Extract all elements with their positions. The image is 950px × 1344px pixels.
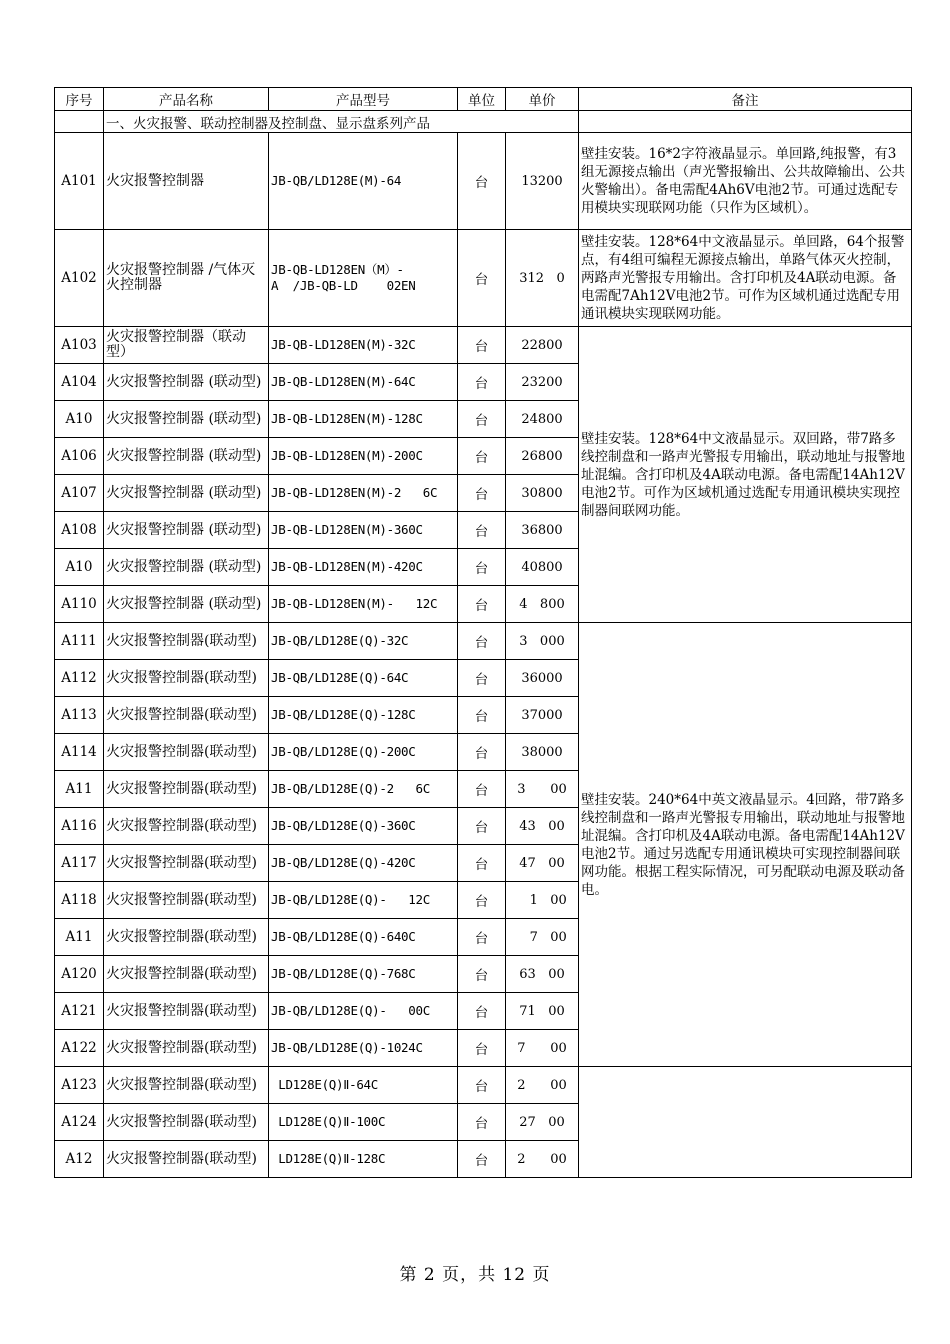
unit-cell: 台 <box>458 808 506 845</box>
unit-cell: 台 <box>458 133 506 230</box>
unit-cell: 台 <box>458 660 506 697</box>
row-no-cell: A114 <box>55 734 104 771</box>
product-name-cell: 火灾报警控制器(联动型) <box>104 660 269 697</box>
unit-cell: 台 <box>458 845 506 882</box>
unit-cell: 台 <box>458 401 506 438</box>
product-model-cell: JB-QB-LD128EN(M)-2 6C <box>269 475 458 512</box>
row-no-cell: A122 <box>55 1030 104 1067</box>
row-no-cell: A108 <box>55 512 104 549</box>
section-blank-cell <box>55 111 104 133</box>
remark-cell <box>579 133 912 230</box>
product-model-cell: JB-QB/LD128E(Q)-200C <box>269 734 458 771</box>
price-cell: 4 800 <box>506 586 579 623</box>
unit-cell: 台 <box>458 512 506 549</box>
price-cell: 312 0 <box>506 230 579 327</box>
price-cell: 3 00 <box>506 771 579 808</box>
product-name-cell: 火灾报警控制器 (联动型) <box>104 586 269 623</box>
price-list-table <box>54 87 912 1178</box>
product-model-cell: JB-QB/LD128E(Q)-2 6C <box>269 771 458 808</box>
product-model-cell: JB-QB-LD128EN(M)-360C <box>269 512 458 549</box>
product-model-cell: LD128E(Q)Ⅱ-100C <box>269 1104 458 1141</box>
price-cell: 23200 <box>506 364 579 401</box>
product-name-cell: 火灾报警控制器(联动型) <box>104 1030 269 1067</box>
product-model-cell: JB-QB-LD128EN(M)-200C <box>269 438 458 475</box>
unit-cell: 台 <box>458 993 506 1030</box>
row-no-cell: A111 <box>55 623 104 660</box>
remark-cell <box>579 1067 912 1178</box>
row-no-cell: A116 <box>55 808 104 845</box>
price-cell: 7 00 <box>506 1030 579 1067</box>
table-row <box>55 1067 912 1104</box>
product-model-cell: JB-QB-LD128EN(M)-128C <box>269 401 458 438</box>
remark-text: 壁挂安装。128*64中文液晶显示。单回路，64个报警点，有4组可编程无源接点输出，单路气体灭火控制，两路声光警报专用输出。含打印机及4A联动电源。备电需配7Ah12V电池2节。可作为区域机通过选配专用通讯模块实现联网功能。 <box>581 234 905 322</box>
product-name-cell: 火灾报警控制器（联动型） <box>104 327 269 364</box>
price-cell: 2 00 <box>506 1141 579 1178</box>
product-model-cell: JB-QB-LD128EN(M)-420C <box>269 549 458 586</box>
product-model-cell: JB-QB-LD128EN(M)- 12C <box>269 586 458 623</box>
unit-cell: 台 <box>458 697 506 734</box>
price-cell: 71 00 <box>506 993 579 1030</box>
price-cell: 22800 <box>506 327 579 364</box>
price-cell: 7 00 <box>506 919 579 956</box>
row-no-cell: A101 <box>55 133 104 230</box>
row-no-cell: A123 <box>55 1067 104 1104</box>
unit-cell: 台 <box>458 1030 506 1067</box>
table-row <box>55 133 912 230</box>
product-model-cell: LD128E(Q)Ⅱ-128C <box>269 1141 458 1178</box>
price-cell: 43 00 <box>506 808 579 845</box>
remark-text: 壁挂安装。240*64中英文液晶显示。4回路，带7路多线控制盘和一路声光警报专用输出，联动地址与报警地址混编。含打印机及4A联动电源。备电需配14Ah12V电池2节。通过另选配专用通讯模块可实现控制器间联网功能。根据工程实际情况，可另配联动电源及联动备电。 <box>581 791 905 898</box>
remark-cell <box>579 230 912 327</box>
page-footer: 第 2 页，共 12 页 <box>399 1265 551 1285</box>
product-model-cell: JB-QB/LD128E(Q)-640C <box>269 919 458 956</box>
price-cell: 30800 <box>506 475 579 512</box>
product-model-cell: JB-QB/LD128E(Q)- 12C <box>269 882 458 919</box>
product-name-cell: 火灾报警控制器 (联动型) <box>104 549 269 586</box>
product-model-cell: JB-QB/LD128E(Q)- 00C <box>269 993 458 1030</box>
row-no-cell: A107 <box>55 475 104 512</box>
row-no-cell: A12 <box>55 1141 104 1178</box>
section-note-cell <box>579 111 912 133</box>
row-no-cell: A110 <box>55 586 104 623</box>
product-name-cell: 火灾报警控制器(联动型) <box>104 882 269 919</box>
price-cell: 26800 <box>506 438 579 475</box>
price-cell: 40800 <box>506 549 579 586</box>
row-no-cell: A104 <box>55 364 104 401</box>
row-no-cell: A124 <box>55 1104 104 1141</box>
unit-cell: 台 <box>458 1141 506 1178</box>
price-cell: 24800 <box>506 401 579 438</box>
product-model-cell: JB-QB-LD128EN（M）- A /JB-QB-LD 02EN <box>269 230 458 327</box>
product-model-cell: JB-QB/LD128E(Q)-360C <box>269 808 458 845</box>
product-name-cell: 火灾报警控制器(联动型) <box>104 919 269 956</box>
price-cell: 2 00 <box>506 1067 579 1104</box>
row-no-cell: A121 <box>55 993 104 1030</box>
remark-text: 壁挂安装。128*64中文液晶显示。双回路，带7路多线控制盘和一路声光警报专用输出，联动地址与报警地址混编。含打印机及4A联动电源。备电需配14Ah12V电池2节。可作为区域机通过选配专用通讯模块实现控制器间联网功能。 <box>581 430 905 519</box>
product-name-cell: 火灾报警控制器 (联动型) <box>104 401 269 438</box>
price-cell: 38000 <box>506 734 579 771</box>
price-cell: 47 00 <box>506 845 579 882</box>
header-cell-model: 产品型号 <box>269 88 458 111</box>
row-no-cell: A120 <box>55 956 104 993</box>
row-no-cell: A103 <box>55 327 104 364</box>
remark-text: 壁挂安装。16*2字符液晶显示。单回路,纯报警，有3组无源接点输出（声光警报输出、公共故障输出、公共火警输出）。备电需配4Ah6V电池2节。可通过选配专用模块实现联网功能（只作为区域机）。 <box>581 146 905 216</box>
unit-cell: 台 <box>458 771 506 808</box>
header-cell-price: 单价 <box>506 88 579 111</box>
header-cell-no: 序号 <box>55 88 104 111</box>
product-name-cell: 火灾报警控制器(联动型) <box>104 1141 269 1178</box>
price-cell: 27 00 <box>506 1104 579 1141</box>
unit-cell: 台 <box>458 623 506 660</box>
unit-cell: 台 <box>458 549 506 586</box>
product-name-cell: 火灾报警控制器(联动型) <box>104 845 269 882</box>
unit-cell: 台 <box>458 230 506 327</box>
row-no-cell: A118 <box>55 882 104 919</box>
header-row <box>55 88 912 111</box>
product-model-cell: JB-QB/LD128E(Q)-128C <box>269 697 458 734</box>
product-model-cell: JB-QB/LD128E(M)-64 <box>269 133 458 230</box>
section-title: 一、火灾报警、联动控制器及控制盘、显示盘系列产品 <box>104 111 579 133</box>
product-model-cell: JB-QB/LD128E(Q)-768C <box>269 956 458 993</box>
price-cell: 36000 <box>506 660 579 697</box>
product-name-cell: 火灾报警控制器 /气体灭火控制器 <box>104 230 269 327</box>
product-model-cell: LD128E(Q)Ⅱ-64C <box>269 1067 458 1104</box>
product-name-cell: 火灾报警控制器(联动型) <box>104 1104 269 1141</box>
unit-cell: 台 <box>458 1104 506 1141</box>
product-name-cell: 火灾报警控制器 (联动型) <box>104 438 269 475</box>
product-model-cell: JB-QB/LD128E(Q)-420C <box>269 845 458 882</box>
unit-cell: 台 <box>458 586 506 623</box>
row-no-cell: A102 <box>55 230 104 327</box>
product-model-cell: JB-QB-LD128EN(M)-32C <box>269 327 458 364</box>
product-name-cell: 火灾报警控制器 (联动型) <box>104 475 269 512</box>
price-cell: 37000 <box>506 697 579 734</box>
price-list-body <box>55 88 912 1178</box>
row-no-cell: A10 <box>55 401 104 438</box>
row-no-cell: A112 <box>55 660 104 697</box>
table-row <box>55 230 912 327</box>
unit-cell: 台 <box>458 364 506 401</box>
row-no-cell: A11 <box>55 771 104 808</box>
unit-cell: 台 <box>458 438 506 475</box>
product-model-cell: JB-QB/LD128E(Q)-32C <box>269 623 458 660</box>
header-cell-name: 产品名称 <box>104 88 269 111</box>
product-name-cell: 火灾报警控制器(联动型) <box>104 808 269 845</box>
row-no-cell: A106 <box>55 438 104 475</box>
header-cell-note: 备注 <box>579 88 912 111</box>
price-cell: 36800 <box>506 512 579 549</box>
product-name-cell: 火灾报警控制器(联动型) <box>104 993 269 1030</box>
remark-cell <box>579 623 912 1067</box>
section-row <box>55 111 912 133</box>
price-cell: 1 00 <box>506 882 579 919</box>
product-name-cell: 火灾报警控制器(联动型) <box>104 697 269 734</box>
row-no-cell: A10 <box>55 549 104 586</box>
unit-cell: 台 <box>458 956 506 993</box>
product-name-cell: 火灾报警控制器 (联动型) <box>104 364 269 401</box>
product-name-cell: 火灾报警控制器 (联动型) <box>104 512 269 549</box>
table-row <box>55 327 912 364</box>
unit-cell: 台 <box>458 327 506 364</box>
row-no-cell: A117 <box>55 845 104 882</box>
price-cell: 63 00 <box>506 956 579 993</box>
header-cell-unit: 单位 <box>458 88 506 111</box>
unit-cell: 台 <box>458 882 506 919</box>
unit-cell: 台 <box>458 734 506 771</box>
product-model-cell: JB-QB/LD128E(Q)-1024C <box>269 1030 458 1067</box>
row-no-cell: A11 <box>55 919 104 956</box>
price-cell: 3 000 <box>506 623 579 660</box>
unit-cell: 台 <box>458 475 506 512</box>
unit-cell: 台 <box>458 919 506 956</box>
product-name-cell: 火灾报警控制器(联动型) <box>104 1067 269 1104</box>
price-cell: 13200 <box>506 133 579 230</box>
product-name-cell: 火灾报警控制器(联动型) <box>104 771 269 808</box>
remark-cell <box>579 327 912 623</box>
table-row <box>55 623 912 660</box>
unit-cell: 台 <box>458 1067 506 1104</box>
product-name-cell: 火灾报警控制器 <box>104 133 269 230</box>
product-model-cell: JB-QB-LD128EN(M)-64C <box>269 364 458 401</box>
row-no-cell: A113 <box>55 697 104 734</box>
product-name-cell: 火灾报警控制器(联动型) <box>104 956 269 993</box>
product-name-cell: 火灾报警控制器(联动型) <box>104 734 269 771</box>
product-model-cell: JB-QB/LD128E(Q)-64C <box>269 660 458 697</box>
product-name-cell: 火灾报警控制器(联动型) <box>104 623 269 660</box>
